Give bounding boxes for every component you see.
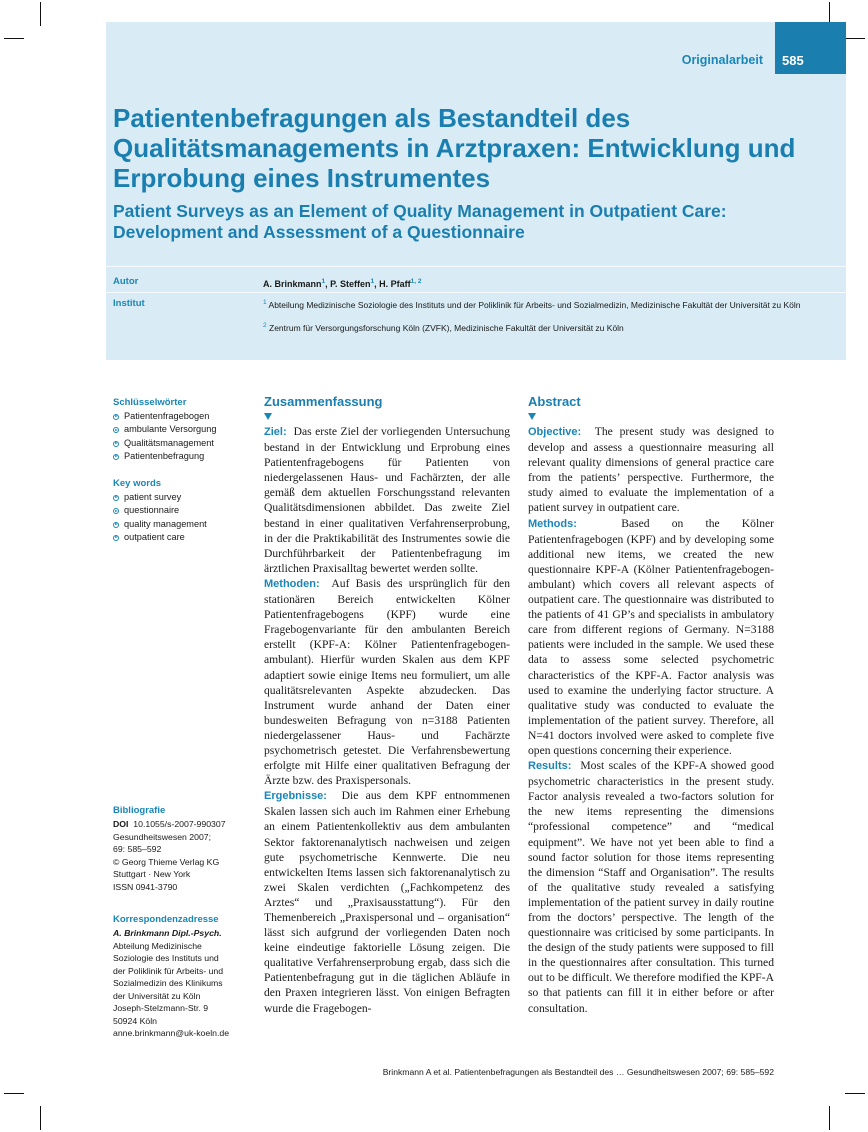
crop-mark [4, 1093, 24, 1094]
affiliation-number: 2 [263, 322, 267, 329]
address-line: 50924 Köln [113, 1015, 157, 1026]
crop-mark [4, 38, 24, 39]
bullet-arrow-icon [113, 427, 119, 433]
affiliation-2 [263, 321, 808, 333]
doi-line [113, 818, 253, 831]
correspondence-heading: Korrespondenzadresse [113, 914, 219, 925]
bib-line: ISSN 0941-3790 [113, 881, 178, 892]
crop-mark [829, 1106, 830, 1130]
correspondence [113, 913, 253, 1040]
paragraph-label: Results: [528, 760, 572, 773]
keyword-item: ambulante Versorgung [113, 423, 253, 436]
paragraph-text: Based on the Kölner Patientenfragebogen (KPF) and by developing some additional new items, we created the new questionnaire KPF-A (Kölner Patientenfragebogen-ambulant) which covers all relevant aspects of outpatient care. The questionnaire was distributed to the patients of 41 GP’s and specialists in ambulatory care from different regions of Germany. N=3188 patients were included in the sample. We used these data to assess some selected psychometric characteristics of the KPF-A. Factor analysis was used to examine the underlying factor structure. A qualitative study was conducted to evaluate the implementation of the patient survey. Therefore, all N=41 doctors involved were asked to complete five open questions concerning their experience. [528, 516, 774, 757]
address-line: der Universität zu Köln [113, 990, 201, 1001]
bullet-arrow-icon [113, 508, 119, 514]
page-number: 585 [775, 22, 846, 74]
address-line: Abteilung Medizinische [113, 940, 202, 951]
crop-mark [40, 1106, 41, 1130]
author-name: H. Pfaff [379, 279, 411, 289]
bibliography [113, 804, 253, 893]
section-marker-icon [528, 413, 536, 420]
bib-line: 69: 585–592 [113, 844, 162, 854]
bib-line: © Georg Thieme Verlag KG [113, 856, 220, 867]
paragraph-label: Ziel: [264, 426, 287, 438]
paragraph-text: Most scales of the KPF-A showed good psychometric characteristics in the present study. Factor analysis revealed a two-factors solution for the new items representing the dimensions “professional competence” and “medical equipment”. We have not yet been able to find a sound factor solution for those items representing the dimension “Staff and Organisation”. The results of the qualitative study revealed a satisfying implementation of the patient survey in daily routine from the doctors’ perspective. The length of the questionnaire was criticised by some participants. In the design of the study patients were supposed to fill in the questionnaires after consultation. This turned out to be difficult. We therefore modified the KPF-A so that patients can fill it in either before or after consultation. [528, 759, 774, 1015]
title-english: Patient Surveys as an Element of Quality Management in Outpatient Care: Development and Assessment of a Questionnaire [113, 201, 727, 242]
abstract-heading: Abstract [528, 394, 581, 409]
affiliation-number: 1 [263, 299, 267, 306]
bullet-arrow-icon [113, 454, 119, 460]
title-german: Patientenbefragungen als Bestandteil des Qualitätsmanagements in Arztpraxen: Entwicklung und Erprobung eines Instrumentes [113, 103, 796, 193]
doi-label: DOI [113, 819, 129, 829]
address-line: Sozialmedizin des Klinikums [113, 978, 223, 988]
zusammenfassung-body [264, 424, 510, 1016]
address-line: der Poliklinik für Arbeits- und [113, 965, 224, 976]
author-affiliation-ref: 1 [321, 278, 326, 285]
keyword-item: questionnaire [113, 504, 253, 517]
email-link[interactable]: anne.brinkmann@uk-koeln.de [113, 1028, 230, 1038]
affiliation-1 [263, 298, 808, 310]
crop-mark [845, 38, 865, 39]
bullet-arrow-icon [113, 414, 119, 420]
article-type-tag: Originalarbeit [681, 53, 763, 67]
divider [106, 292, 846, 293]
author-name: A. Brinkmann [263, 279, 322, 289]
address-line: Soziologie des Instituts und [113, 953, 219, 963]
crop-mark [845, 1093, 865, 1094]
bullet-arrow-icon [113, 495, 119, 501]
keywords-english [113, 477, 253, 545]
author-affiliation-ref: 1 [370, 278, 375, 285]
paragraph-label: Methoden: [264, 577, 320, 590]
affiliation-text: Zentrum für Versorgungsforschung Köln (ZVFK), Medizinische Fakultät der Universität zu Köln [269, 322, 624, 333]
crop-mark [40, 2, 41, 26]
keywords-english-heading: Key words [113, 478, 162, 489]
paragraph-text: Die aus dem KPF entnommenen Skalen lassen sich auch im Rahmen einer Erhebung an einem Patientenkollektiv aus dem ambulanten Sektor faktorenanalytisch nachweisen und zeigen gute psychometrische Kennwerte. Die neu entwickelten Items lassen sich faktorenanalytisch zu zwei Skalen verdichten („Fachkompetenz des Arztes“ und „Praxisausstattung“). Für den Themenbereich „Praxispersonal und – organisation“ lässt sich aufgrund der vorliegenden Daten noch keine eindeutige faktorielle Lösung zeigen. Die qualitative Verfahrenserprobung ergab, dass sich die Patientenbefragung gut in die täglichen Abläufe in den Praxen integrieren lässt. Von einigen Befragten wurde die Fragebogen- [264, 789, 510, 1015]
author-label: Autor [113, 276, 139, 287]
address-line: Joseph-Stelzmann-Str. 9 [113, 1003, 209, 1013]
keywords-german [113, 396, 253, 464]
section-marker-icon [264, 413, 272, 420]
keyword-item: Patientenfragebogen [113, 410, 253, 423]
divider [106, 266, 846, 267]
author-affiliation-ref: 1, 2 [410, 278, 422, 285]
bib-line: Stuttgart · New York [113, 869, 191, 879]
doi-value[interactable]: 10.1055/s-2007-990307 [133, 819, 226, 829]
keyword-item: outpatient care [113, 531, 253, 544]
paragraph-text: Auf Basis des ursprünglich für den stationären Bereich entwickelten Kölner Patientenfragebogens (KPF) wurde eine Fragebogenvariante für den ambulanten Bereich erstellt (KPF-A: Kölner Patientenfragebogen-ambulant). Hierfür wurden Skalen aus dem KPF adaptiert sowie einige Items neu formuliert, um alle qualitätsrelevanten Aspekte abzudecken. Das Instrument wurde anhand der Daten einer bundesweiten Befragung von n=3188 Patienten niedergelassener Haus- und Fachärzte psychometrisch getestet. Die Verfahrensbewertung erfolgte mit Hilfe einer qualitativen Befragung der Ärzte bzw. des Praxispersonals. [264, 576, 510, 788]
footer-citation: Brinkmann A et al. Patientenbefragungen als Bestandteil des … Gesundheitswesen 2007; 69: 585–592 [382, 1067, 774, 1077]
abstract-body [528, 424, 774, 1016]
correspondence-name: A. Brinkmann Dipl.-Psych. [113, 928, 222, 938]
author-list: A. Brinkmann$^1$, P. Steffen$^1$, H. Pfaff$^{1, 2}$ [263, 278, 422, 289]
bib-line: Gesundheitswesen 2007; [113, 831, 212, 842]
author-name: P. Steffen [330, 279, 371, 289]
institute-label: Institut [113, 298, 145, 309]
paragraph-text: The present study was designed to develop and assess a questionnaire measuring all relevant quality dimensions of general practice care from the patients’ perspective. Furthermore, the study aimed to evaluate the implementation of a patient survey in outpatient care. [528, 425, 774, 515]
bullet-arrow-icon [113, 535, 119, 541]
paragraph-label: Objective: [528, 426, 582, 438]
paragraph-text: Das erste Ziel der vorliegenden Untersuchung bestand in der Entwicklung und Erprobung eines Patientenfragebogens für Patienten von niedergelassenen Haus- und Fachärzten, der alle gemäß dem aktuellen Forschungsstand relevanten Qualitätsdimensionen abbildet. Das zweite Ziel bestand in einer qualitativen Verfahrenserprobung, in der die Praktikabilität des Instrumentes sowie die Durchführbarkeit der Patientenbefragung im ärztlichen Praxisalltag bewertet werden sollte. [264, 425, 510, 575]
keyword-item: Patientenbefragung [113, 450, 253, 463]
keyword-item: patient survey [113, 491, 253, 504]
keywords-german-heading: Schlüsselwörter [113, 397, 187, 408]
bibliography-heading: Bibliografie [113, 805, 166, 816]
paragraph-label: Ergebnisse: [264, 790, 327, 803]
keyword-item: quality management [113, 518, 253, 531]
paragraph-label: Methods: [528, 517, 577, 530]
bullet-arrow-icon [113, 522, 119, 528]
keyword-item: Qualitätsmanagement [113, 437, 253, 450]
bullet-arrow-icon [113, 441, 119, 447]
zusammenfassung-heading: Zusammenfassung [264, 394, 383, 409]
affiliation-text: Abteilung Medizinische Soziologie des Instituts und der Poliklinik für Arbeits- und Sozialmedizin, Medizinische Fakultät der Universität zu Köln [268, 299, 801, 310]
